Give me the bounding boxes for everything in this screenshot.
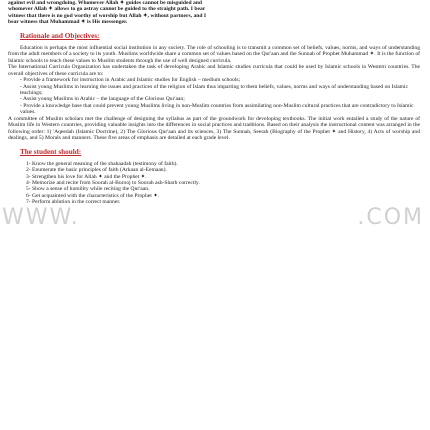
- objective-item: - Assist young Muslims in Arabic – the language of the Glorious Qur'aan;: [20, 96, 185, 103]
- student-heading: The student should:: [20, 147, 82, 156]
- rationale-paragraph-2: The International Curricula Organization has undertaken the task of developing Arabic and Islamic studies curricula that could be used by Islamic schools in Western countries. The overall objectives of these curricula are to:: [8, 64, 420, 77]
- objective-item: - Assist young Muslims in learning the issues and practices of the religion of Islam thus imparting to them beliefs, values, norms and ways of understanding based on Islamic teachings;: [20, 83, 409, 96]
- student-item: 5- Show a sense of humility while reciting the Qur'aan.: [26, 186, 150, 193]
- intro-line-4: bear witness that Muhammad ✦ is His messenger.: [8, 19, 128, 26]
- student-item: 6- Get acquainted with the characteristics of the Prophet ✦.: [26, 192, 160, 199]
- intro-line-2: whomever Allah ✦ allows to go astray cannot be guided to the straight path. I bear: [8, 6, 206, 13]
- student-item: 3- Strengthen his love for Allah ✦ and the Prophet ✦.: [26, 173, 147, 180]
- rationale-paragraph-1: Education is perhaps the most influential social institution in any society. The role of schooling is to transmit a common set of beliefs, values, norms, and ways of understanding from the adult members of a society to its youth. Muslims worldwide share a common set of values based on the Qur'aan and the Sunnah of Prophet Muhammad ✦. It is the function of Islamic schools to teach these values to Muslim students through the use of well designed curricula.: [8, 44, 420, 64]
- student-item: 1- Know the general meaning of the shahaadah (testimony of faith).: [26, 160, 178, 167]
- student-item: 2- Enumerate the basic principles of faith (Arkaan al-Eemaan).: [26, 167, 167, 174]
- watermark-left: WWW.: [2, 204, 80, 230]
- student-objectives-list: [8, 161, 420, 206]
- document-page: [8, 0, 420, 206]
- watermark-right: .COM: [357, 204, 424, 230]
- objective-item: - Provide a framework for instruction in Arabic and Islamic studies for English – medium schools;: [20, 77, 241, 84]
- intro-line-1: against evil and wrongdoing. Whomever Allah ✦ guides cannot be misguided and: [8, 0, 202, 6]
- student-item: 7- Perform ablution in the correct manner.: [26, 199, 121, 206]
- watermark: [0, 205, 430, 229]
- objectives-list: [8, 77, 420, 116]
- rationale-paragraph-3: A committee of Muslim scholars met the challenge of designing the syllabus as part of the groundwork for developing textbooks. The initial work entailed a study of the nature of Muslim life in Western countries, providing valuable insights into the differences in social practices and traditions. Based on their analysis the instructional content was arranged in the following order: 1) 'Aqeedah (Islamic Doctrine), 2) The Glorious Qur'aan and its sciences, 3) The Sunnah, Seerah (Biography of the Prophet ✦ and History, 4) Acts of worship and dealings, and 5) Morals and manners. These five areas of emphasis are detailed at each grade level.: [8, 115, 420, 142]
- objective-item: - Provide a knowledge base that could prevent young Muslims living in non-Muslim countries from assimilating non-Muslim cultural practices that are contradictory to Islamic values.: [20, 102, 414, 116]
- student-item: 4- Memorize and recite from Soorah al-Burooj to Soorah ash-Sharh correctly.: [26, 179, 200, 186]
- intro-line-3: witness that there is no god worthy of worship but Allah ✦, without partners, and I: [8, 12, 207, 19]
- rationale-heading: Rationale and Objectives:: [20, 31, 100, 40]
